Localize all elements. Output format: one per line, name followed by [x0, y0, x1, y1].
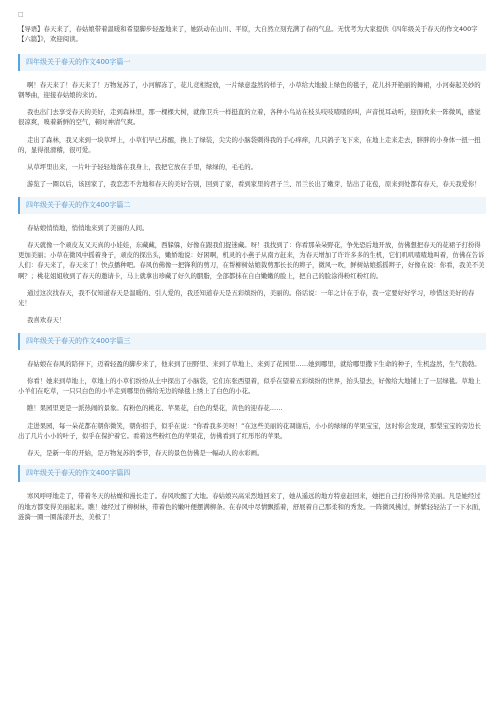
section-heading: 四年级关于春天的作文400字篇二 [18, 197, 486, 214]
section-heading: 四年级关于春天的作文400字篇四 [18, 465, 486, 482]
section-heading: 四年级关于春天的作文400字篇一 [18, 54, 486, 71]
section-paragraph: 春天，是新一年的开始，是万物复苏的季节，春天的景色仿佛是一幅动人的水彩画。 [26, 449, 264, 457]
section [18, 54, 486, 190]
top-marker: □ [18, 11, 24, 18]
section-paragraph: 啊！春天来了！春天来了！万物复苏了，小河解冻了，花儿竞相绽放，一片绿意盎然的样子，小草给大地披上绿色的毯子，花儿抖开艳丽的舞裙，小河奏起美妙的钢琴曲，迎接春姑娘的来访。 [18, 80, 481, 99]
section-paragraph: 你看！她来到草地上，草地上的小草们纷纷从土中探出了小脑袋，它们东张西望着，似乎在望着五彩缤纷的世界，抬头望去，好像给大地铺上了一层绿毯。草地上小羊们在吃草，一只只白色的小羊走到哪里仿佛给无边的绿毯上绣上了白色的小花。 [18, 376, 481, 395]
section-paragraph: 我也出门去享受春天的美好，走到森林里，那一棵棵大树，就像卫兵一样挺直的立着，各种小鸟站在枝头吱吱喳喳的叫，声音悦耳动听，迎面吹来一阵微风，感觉很凉爽，嗅着新鲜的空气，顿时神清气爽。 [18, 108, 481, 127]
section [18, 333, 486, 459]
article-sections [18, 54, 486, 523]
section-paragraph: 春天就像一个顽皮友又天真的小娃娃，东藏藏，西躲躲，好像在跟我们捉迷藏。呀！我找到了：你看那朵朵野花，争先恐后地开放，仿佛想把春天的花裙子打扮得更加美丽；小草在微风中摇着身子，顽皮的探出头，嫩娇地说：好困啊，机灵的小燕子从南方赶来，为春天增加了许许多多的生机，它们叽叽喳喳地叫着，仿佛在告诉人们：春天来了，春天来了！快点播种吧。春风仿佛像一把锋利的剪刀，在帮柳树姑娘裁剪那长长的辫子，微风一吹，鲜树姑娘摇摇辫子，好像在说：你看，我美不美啊？；桃花姐姐收到了春天的邀请卡，马上就拿出珍藏了好久的胭脂，全部都抹在自白嫩嫩的脸上，把自己的脸涂得粉红粉红的。 [18, 240, 485, 280]
intro-text: 【导语】春天来了，春姑娘带着温暖和希望脚步轻盈地来了，她跃动在山川、平原，大自然立刻充满了春的气息。无忧考为大家提供《四年级关于春天的作文400字【六篇】》，欢迎阅读。 [18, 25, 478, 44]
section-paragraph: 游览了一圈以后，该回家了，我恋恋不舍地和春天的美好告别，回到了家，看到家里的君子兰、吊兰长出了嫩芽，钻出了花苞，原来到处都有春天，春天我爱你！ [26, 180, 481, 189]
section [18, 465, 486, 522]
section-paragraph: 瞧！果园里更是一派热闹的景象。有粉色的桃花、苹果花，白色的梨花，黄色的迎春花…… [26, 404, 283, 413]
section-paragraph: 从草坪里出来，一片叶子轻轻地落在我身上，我把它放在手里，绿绿的，毛毛的。 [26, 163, 258, 171]
section-paragraph: 通过这次找春天，我不仅知道春天是温暖的、引人爱的，我还知道春天是五彩缤纷的，美丽的。俗话说：一年之计在于春，我一定要好好学习，珍惜这美好的春光！ [18, 288, 475, 307]
section-paragraph: 我喜欢春天！ [26, 316, 66, 325]
section-paragraph: 春姑娘在春风的陪伴下，迈着轻盈的脚步来了，他来到了田野里、来到了草地上、来到了花园里……她到哪里，就给哪里撒下生命的种子，生机盎然，生气勃勃。 [26, 359, 481, 368]
section-paragraph: 寒风呼呼地走了，带着冬天的枯燥和漫长走了。春风吹醒了大地。春姑娘兴高采烈地回来了，她从遥远的地方特意赶回来，她把自己打扮得异常美丽。凡是她经过的地方都变得美丽起来。瞧！她经过了柳树林，带着色的嫩叶便摆满柳条。在春风中尽情飘摇着，舒展着自己那柔和的秀发。一阵微风拂过，鲜紫轻轻沾了一下水面，涟漪一圈一圈荡漾开去，美极了！ [18, 492, 485, 521]
section [18, 197, 486, 326]
section-paragraph: 春姑娘悄悄地，悄悄地来到了美丽的人间。 [26, 223, 149, 232]
section-heading: 四年级关于春天的作文400字篇三 [18, 333, 486, 350]
section-paragraph: 走出了森林，我又来到一块草坪上，小草们早已苏醒，换上了绿装，尖尖的小脑袋刺得我的手心痒痒，几只鸽子飞下来，在地上走来走去，胖胖的小身体一扭一扭的，显得很滑稽，很可爱。 [18, 135, 481, 154]
section-paragraph: 走进果园，每一朵花都在朝你微笑，朝你招手，似乎在说：“你看我多美呀！”在这些美丽的花凋谢后，小小的绿绿的苹果宝宝，这时你会发现，那梨宝宝的旁边长出了几片小小的叶子，似乎在保护着它。看着这些粉红色的苹果花，仿佛看到了红彤彤的苹果。 [18, 421, 481, 440]
